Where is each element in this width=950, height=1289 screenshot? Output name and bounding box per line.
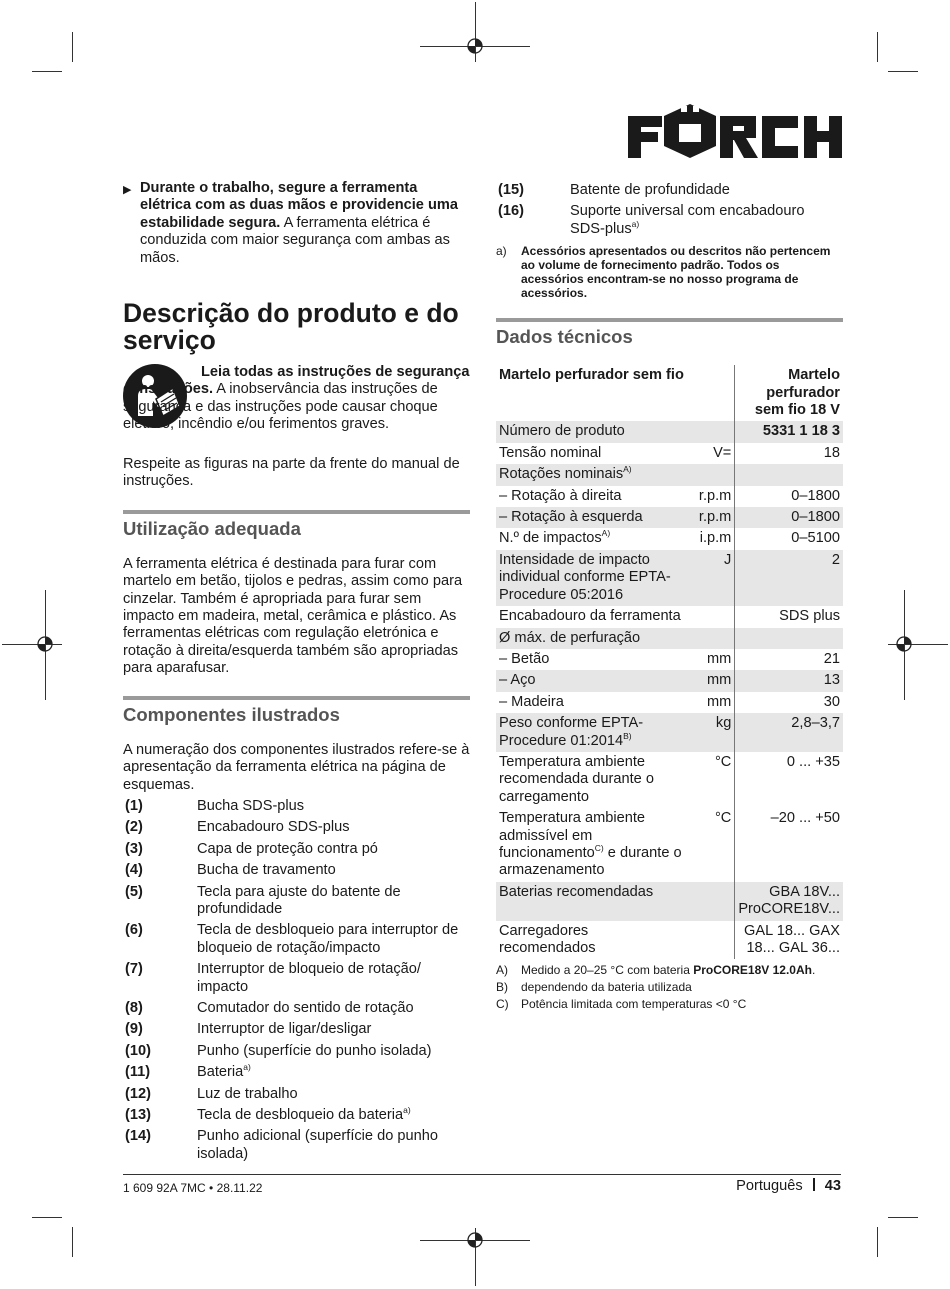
table-footnotes [496, 963, 843, 1011]
row-label-text: – Rotação à direita [499, 487, 622, 504]
footnote [496, 997, 843, 1011]
arrow-right-icon: ▶ [123, 184, 132, 196]
table-row [496, 528, 843, 549]
component-item [123, 1000, 470, 1017]
footnote-text-bold: ProCORE18V 12.0Ah [693, 963, 812, 978]
component-label-text: Luz de trabalho [197, 1085, 298, 1102]
warning-block [123, 364, 470, 433]
footnote-text-end: . [811, 963, 816, 978]
page-footer [736, 1178, 841, 1194]
table-row [496, 752, 843, 808]
footer-language: Português [736, 1178, 803, 1194]
row-unit: mm [689, 649, 735, 670]
table-row [496, 921, 843, 960]
component-item [123, 798, 470, 815]
row-label-text: Tensão nominal [499, 444, 602, 461]
row-label [496, 808, 689, 882]
component-item [123, 862, 470, 879]
registration-mark-icon [894, 634, 914, 654]
row-unit [689, 628, 735, 649]
intro-bold: Durante o trabalho, segure a ferramenta elétrica com as duas mãos e providencie uma estabilidade segura. [140, 180, 458, 231]
component-label-text: Punho adicional (superfície do punho isolada) [197, 1128, 438, 1162]
left-column [123, 180, 470, 1163]
component-label [197, 922, 470, 957]
footnote-key: A) [496, 963, 508, 978]
components-list-continued [496, 182, 843, 238]
crop-mark [877, 1227, 878, 1257]
crop-mark [888, 1217, 918, 1218]
component-number: (11) [125, 1064, 151, 1081]
row-label [496, 550, 689, 606]
row-footnote-ref: C) [594, 843, 604, 854]
components-intro: A numeração dos componentes ilustrados refere-se à apresentação da ferramenta elétrica na página de esquemas. [123, 741, 470, 793]
row-label-text: Carregadores recomendados [499, 922, 596, 956]
table-row [496, 670, 843, 691]
component-number: (9) [125, 1021, 143, 1038]
accessory-note: a) Acessórios apresentados ou descritos não pertencem ao volume de fornecimento padrão. Todos os acessórios encontram-se no nosso programa de acessórios. [496, 244, 831, 301]
component-label-text: Bucha de travamento [197, 862, 336, 879]
row-unit: kg [689, 713, 735, 752]
component-number: (4) [125, 862, 143, 879]
component-footnote-ref: a) [403, 1105, 411, 1116]
component-label [197, 819, 470, 836]
row-value: 0–5100 [791, 530, 840, 547]
component-number: (12) [125, 1085, 151, 1102]
table-row [496, 628, 843, 649]
components-list [123, 798, 470, 1163]
table-row [496, 464, 843, 485]
component-number: (1) [125, 797, 143, 814]
row-value: SDS plus [779, 608, 840, 625]
row-label-text: Rotações nominais [499, 466, 624, 483]
component-label [197, 1000, 470, 1017]
row-unit [689, 921, 735, 960]
table-row [496, 882, 843, 921]
component-label [570, 182, 843, 199]
component-item [123, 1043, 470, 1060]
row-value: –20 ... +50 [770, 810, 840, 827]
row-unit: mm [689, 692, 735, 713]
row-label [496, 486, 689, 507]
row-label [496, 692, 689, 713]
row-unit: V= [689, 443, 735, 464]
footnote-text [521, 980, 692, 994]
table-row [496, 486, 843, 507]
component-number: (14) [125, 1128, 151, 1145]
footnote-text [521, 997, 746, 1011]
table-row [496, 443, 843, 464]
row-unit [689, 421, 735, 442]
component-number: (13) [125, 1107, 151, 1123]
table-row [496, 692, 843, 713]
footnote-text-main: dependendo da bateria utilizada [521, 980, 692, 995]
use-heading: Utilização adequada [123, 510, 470, 540]
row-unit: °C [689, 752, 735, 808]
component-item [123, 1128, 470, 1163]
row-value: 2 [735, 550, 843, 606]
row-value: 30 [823, 693, 840, 710]
component-item [123, 961, 470, 996]
crop-mark [72, 1227, 73, 1257]
crop-mark [888, 71, 918, 72]
table-row [496, 606, 843, 627]
row-value [735, 464, 843, 485]
table-header-row: Martelo perfurador sem fio Martelo perfurador sem fio 18 V [496, 365, 843, 421]
component-label [197, 1086, 470, 1103]
row-label [496, 606, 689, 627]
component-item [123, 841, 470, 858]
component-item [123, 922, 470, 957]
row-footnote-ref: A) [601, 528, 611, 539]
row-label [496, 464, 689, 485]
component-label-text: Encabadouro SDS-plus [197, 819, 350, 836]
row-value: 0–1800 [735, 507, 843, 528]
registration-mark-icon [465, 36, 485, 56]
component-label [197, 1021, 470, 1038]
component-number: (8) [125, 999, 143, 1016]
crop-mark [72, 32, 73, 62]
tech-heading: Dados técnicos [496, 318, 843, 348]
row-label-continued: e durante o armazenamento [499, 844, 682, 879]
row-value: 5331 1 18 3 [735, 421, 843, 442]
row-label-text: – Betão [499, 650, 550, 667]
registration-mark-icon [465, 1230, 485, 1250]
row-unit [689, 606, 735, 627]
row-value: GAL 18... GAX 18... GAL 36... [744, 922, 840, 956]
component-label [197, 1043, 470, 1060]
tech-table [496, 365, 843, 959]
component-label-text: Tecla de desbloqueio para interruptor de bloqueio de rotação/impacto [197, 922, 459, 956]
footer-rule [123, 1174, 841, 1175]
footnote-key: C) [496, 997, 509, 1012]
component-label-text: Capa de proteção contra pó [197, 840, 378, 857]
component-label-text: Comutador do sentido de rotação [197, 999, 414, 1016]
component-label [197, 1107, 470, 1124]
component-item [123, 884, 470, 919]
warning-text: A inobservância das instruções de segurança e das instruções pode causar choque elétrico, incêndio e/ou ferimentos graves. [123, 381, 438, 433]
row-label-text: Temperatura ambiente admissível em funcionamento [499, 810, 646, 861]
footer-separator [813, 1178, 815, 1191]
right-column [496, 182, 843, 1011]
component-item [123, 819, 470, 836]
row-label [496, 628, 689, 649]
component-number: (2) [125, 819, 143, 836]
component-item [496, 203, 843, 238]
component-label-text: Bateria [197, 1064, 244, 1081]
component-label [197, 1064, 470, 1081]
row-unit: mm [689, 670, 735, 691]
document-code: 1 609 92A 7MC • 28.11.22 [123, 1181, 263, 1195]
components-heading: Componentes ilustrados [123, 696, 470, 726]
component-number: (10) [125, 1042, 151, 1059]
row-value: 18 [823, 444, 840, 461]
row-label-text: Temperatura ambiente recomendada durante o carregamento [499, 753, 654, 805]
component-label-text: Tecla para ajuste do batente de profundidade [197, 883, 401, 917]
row-value: 13 [735, 670, 843, 691]
row-label-text: Encabadouro da ferramenta [499, 608, 681, 625]
safety-bullet [123, 180, 470, 267]
footnote-key: B) [496, 980, 508, 995]
component-label-text: Batente de profundidade [570, 182, 730, 198]
table-row [496, 507, 843, 528]
row-label [496, 507, 689, 528]
component-number: (6) [125, 922, 143, 939]
row-value: 0–1800 [791, 487, 840, 504]
row-footnote-ref: B) [623, 730, 632, 741]
forch-logo [628, 100, 842, 160]
component-number: (5) [125, 883, 143, 900]
component-footnote-ref: a) [243, 1062, 251, 1073]
component-item [496, 182, 843, 199]
footnote [496, 980, 843, 994]
row-label [496, 882, 689, 921]
row-label-text: Peso conforme EPTA-Procedure 01:2014 [499, 715, 644, 749]
registration-mark-icon [35, 634, 55, 654]
component-label [197, 1128, 470, 1163]
component-label-text: Interruptor de bloqueio de rotação/ impacto [197, 961, 421, 995]
crop-mark [877, 32, 878, 62]
component-label [197, 841, 470, 858]
row-label-text: – Aço [499, 672, 536, 689]
row-label [496, 649, 689, 670]
row-label-text: Número de produto [499, 423, 625, 440]
component-number: (7) [125, 961, 143, 978]
component-label [197, 862, 470, 879]
component-label-text: Tecla de desbloqueio da bateria [197, 1107, 404, 1123]
component-item [123, 1064, 470, 1081]
figures-note: Respeite as figuras na parte da frente do manual de instruções. [123, 456, 460, 490]
intro-text: A ferramenta elétrica é conduzida com maior segurança com ambas as mãos. [140, 214, 450, 266]
row-value: 2,8–3,7 [735, 713, 843, 752]
table-row [496, 713, 843, 752]
component-footnote-ref: a) [631, 218, 640, 229]
footnote [496, 963, 843, 977]
component-item [123, 1107, 470, 1124]
component-item [123, 1086, 470, 1103]
row-label-text: N.º de impactos [499, 530, 602, 547]
component-label-text: Bucha SDS-plus [197, 797, 305, 814]
row-label [496, 443, 689, 464]
row-label [496, 421, 689, 442]
component-label [197, 798, 470, 815]
row-label [496, 670, 689, 691]
row-label-text: – Madeira [499, 693, 564, 710]
row-label [496, 921, 689, 960]
component-number: (16) [498, 203, 524, 220]
row-value: 0 ... +35 [786, 753, 840, 770]
footnote-text-main: Medido a 20–25 °C com bateria [521, 963, 694, 978]
component-label [197, 884, 470, 919]
page-number: 43 [824, 1178, 841, 1194]
row-value: GBA 18V... ProCORE18V... [735, 882, 843, 921]
section-title: Descrição do produto e do serviço [123, 298, 459, 356]
row-label-text: Baterias recomendadas [499, 883, 654, 900]
row-label-text: Intensidade de impacto individual conforme EPTA-Procedure 05:2016 [499, 551, 671, 603]
row-value [735, 628, 843, 649]
table-row [496, 421, 843, 442]
use-text: A ferramenta elétrica é destinada para furar com martelo em betão, tijolos e pedras, assim como para cinzelar. Também é apropriada para furar sem impacto em madeira, metal, cerâmica e plástico. As ferramentas elétricas com regulação eletrónica e rotação à direita/esquerda também são apropriadas para aparafusar. [123, 555, 463, 677]
row-unit: °C [689, 808, 735, 882]
component-label-text: Punho (superfície do punho isolada) [197, 1042, 432, 1059]
row-label-text: Ø máx. de perfuração [499, 629, 641, 646]
component-number: (3) [125, 840, 143, 857]
component-number: (15) [498, 182, 524, 198]
crop-mark [32, 1217, 62, 1218]
table-row [496, 649, 843, 670]
component-label [197, 961, 470, 996]
row-unit: J [689, 550, 735, 606]
component-label [570, 203, 843, 238]
row-label [496, 713, 689, 752]
row-unit: i.p.m [689, 528, 735, 549]
row-label [496, 528, 689, 549]
row-label-text: – Rotação à esquerda [499, 509, 643, 526]
row-label [496, 752, 689, 808]
row-unit [689, 882, 735, 921]
row-footnote-ref: A) [623, 464, 632, 475]
crop-mark [32, 71, 62, 72]
row-unit [689, 464, 735, 485]
row-unit: r.p.m [689, 486, 735, 507]
footnote-text-main: Potência limitada com temperaturas <0 °C [521, 997, 747, 1012]
table-row [496, 808, 843, 882]
component-label-text: Interruptor de ligar/desligar [197, 1021, 372, 1038]
footnote-text [521, 963, 815, 977]
component-label-text: Suporte universal com encabadouro SDS-plus [570, 203, 805, 237]
row-unit: r.p.m [689, 507, 735, 528]
row-value: 21 [823, 650, 840, 667]
table-row [496, 550, 843, 606]
warning-bold: Leia todas as instruções de segurança e instruções. [123, 364, 470, 398]
component-item [123, 1021, 470, 1038]
